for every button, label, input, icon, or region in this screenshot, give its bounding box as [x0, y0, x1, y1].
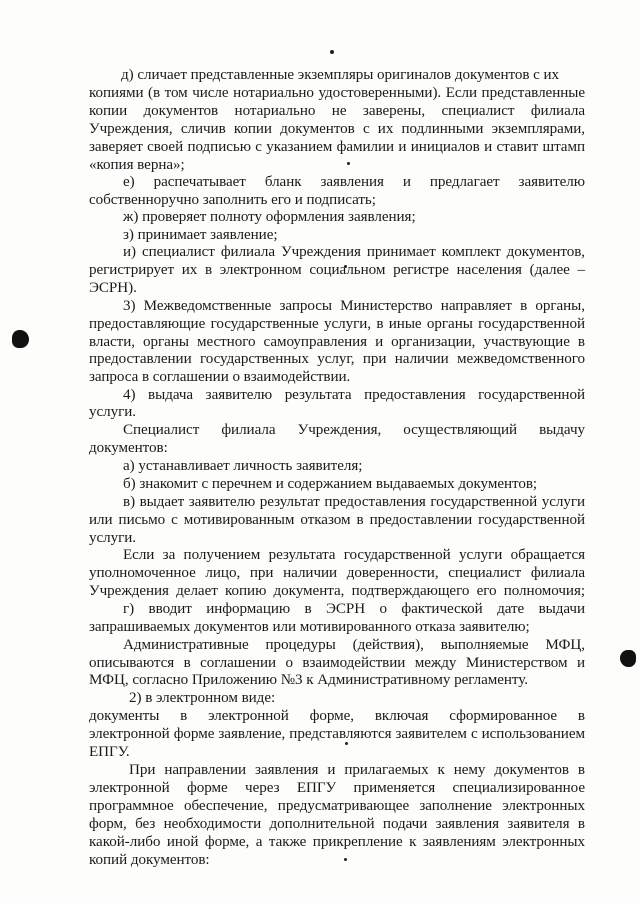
text-line: программное обеспечение, предусматривающее заполнение электронных	[89, 798, 585, 814]
text-line: Учреждения, сличив копии документов с их подлинными экземплярами,	[89, 121, 585, 137]
text-line: 3) Межведомственные запросы Министерство направляет в органы,	[123, 298, 585, 314]
text-line: документов:	[89, 440, 168, 456]
text-line: электронной форме заявление, представляются заявителем с использованием	[89, 726, 585, 742]
text-line: ЕПГУ.	[89, 744, 130, 760]
text-line: з) принимает заявление;	[123, 227, 278, 243]
text-line: ж) проверяет полноту оформления заявления;	[123, 209, 416, 225]
text-line: или письмо с мотивированным отказом в предоставлении государственной	[89, 512, 585, 528]
text-line: услуги.	[89, 530, 137, 546]
text-line: Если за получением результата государственной услуги обращается	[123, 547, 585, 563]
text-line: ЭСРН).	[89, 280, 137, 296]
scan-speck	[347, 162, 350, 165]
text-line: какой-либо иной форме, а также прикрепление к заявлениям электронных	[89, 834, 585, 850]
text-line: уполномоченное лицо, при наличии доверенности, специалист филиала	[89, 565, 585, 581]
text-line: власти, органы местного самоуправления и организации, участвующие в	[89, 334, 585, 350]
text-line: При направлении заявления и прилагаемых к нему документов в	[129, 762, 585, 778]
text-line: копиями (в том числе нотариально удостоверенными). Если представленные	[89, 85, 585, 101]
text-line: документы в электронной форме, включая сформированное в	[89, 708, 585, 724]
text-line: Учреждения делает копию документа, подтверждающего его полномочия;	[89, 583, 585, 599]
text-line: и) специалист филиала Учреждения принимает комплект документов,	[123, 244, 585, 260]
punch-hole-mark	[12, 330, 29, 348]
text-line: запроса в соглашении о взаимодействии.	[89, 369, 351, 385]
text-line: запрашиваемых документов или мотивированного отказа заявителю;	[89, 619, 530, 635]
text-line: МФЦ, согласно Приложению №3 к Административному регламенту.	[89, 672, 528, 688]
text-line: собственноручно заполнить его и подписать;	[89, 192, 376, 208]
text-line: «копия верна»;	[89, 157, 185, 173]
text-line: 4) выдача заявителю результата предоставления государственной	[123, 387, 585, 403]
text-line: 2) в электронном виде:	[129, 690, 276, 706]
text-line: д) сличает представленные экземпляры оригиналов документов с их	[121, 67, 560, 83]
scan-speck	[330, 50, 334, 54]
text-line: описываются в соглашении о взаимодействии между Министерством и	[89, 655, 585, 671]
text-line: предоставлении государственных услуг, при наличии межведомственного	[89, 351, 585, 367]
text-line: регистрирует их в электронном социальном регистре населения (далее –	[89, 262, 585, 278]
text-line: Специалист филиала Учреждения, осуществляющий выдачу	[123, 422, 585, 438]
text-line: копии документов нотариально не заверены, специалист филиала	[89, 103, 585, 119]
text-line: услуги.	[89, 404, 137, 420]
text-line: г) вводит информацию в ЭСРН о фактической дате выдачи	[123, 601, 585, 617]
text-line: заверяет своей подписью с указанием фамилии и инициалов и ставит штамп	[89, 139, 585, 155]
text-line: б) знакомит с перечнем и содержанием выдаваемых документов;	[123, 476, 538, 492]
text-line: электронной форме через ЕПГУ применяется специализированное	[89, 780, 585, 796]
punch-hole-mark	[620, 650, 636, 667]
text-line: копий документов:	[89, 852, 210, 868]
text-line: Административные процедуры (действия), выполняемые МФЦ,	[123, 637, 585, 653]
text-line: предоставляющие государственные услуги, в иные органы государственной	[89, 316, 585, 332]
text-line: а) устанавливает личность заявителя;	[123, 458, 363, 474]
text-line: форм, без необходимости дополнительной подачи заявления заявителя в	[89, 816, 585, 832]
text-line: е) распечатывает бланк заявления и предлагает заявителю	[123, 174, 585, 190]
text-line: в) выдает заявителю результат предоставления государственной услуги	[123, 494, 585, 510]
scan-speck	[344, 858, 347, 861]
